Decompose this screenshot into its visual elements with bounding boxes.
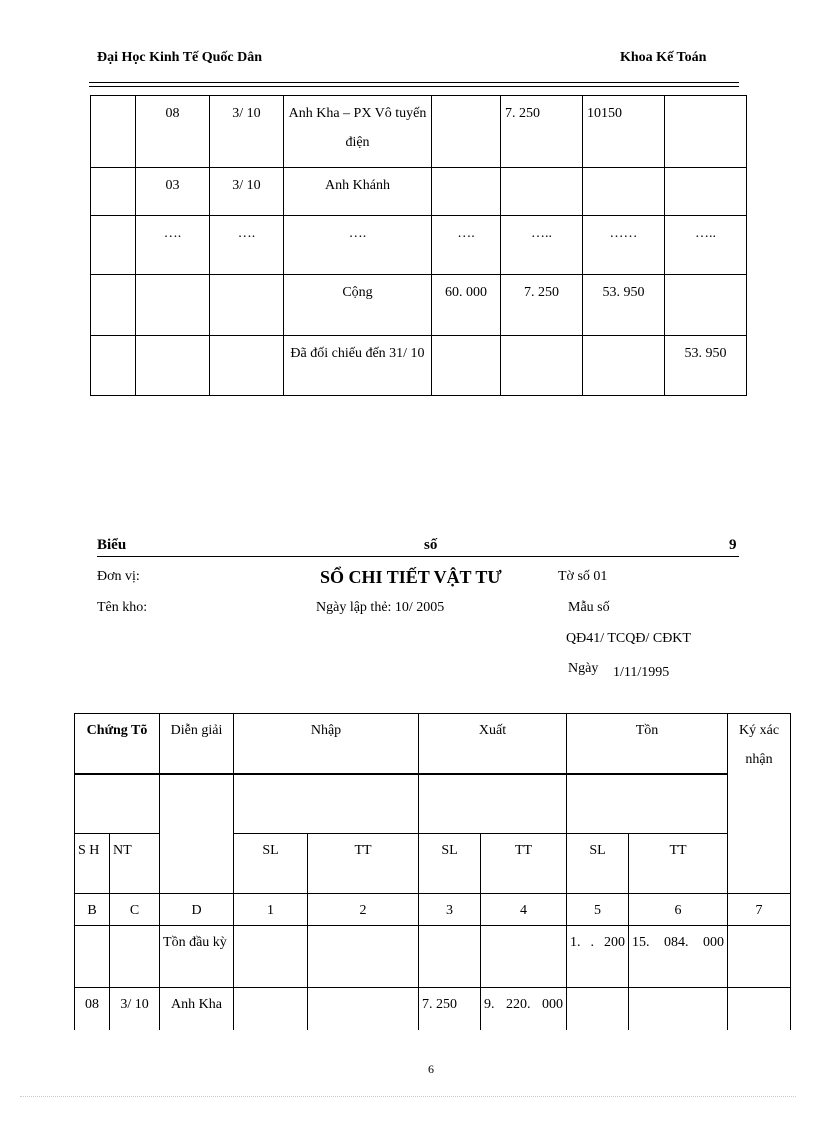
cell: …..	[501, 216, 583, 275]
cell	[728, 926, 791, 988]
table-row	[91, 275, 747, 336]
cell	[91, 275, 136, 336]
header-rule	[89, 82, 739, 83]
cell	[75, 774, 160, 834]
ton-dau-ky-label: Tồn đầu kỳ	[160, 926, 234, 988]
cell: ……	[583, 216, 665, 275]
header-chung-tu: Chứng Tõ	[75, 714, 160, 774]
bieu-number: 9	[729, 537, 737, 553]
code-cell: 6	[629, 894, 728, 926]
code-cell: 2	[308, 894, 419, 926]
cell	[234, 926, 308, 988]
ton-tt: 15. 084. 000	[629, 926, 728, 988]
material-detail-table	[74, 713, 791, 1050]
cell: 3/ 10	[210, 168, 284, 216]
cell	[91, 96, 136, 168]
ngay-lap-the: Ngày lập thẻ: 10/ 2005	[316, 600, 445, 615]
ten-kho-label: Tên kho:	[97, 600, 148, 615]
code-cell: D	[160, 894, 234, 926]
code-cell: 3	[419, 894, 481, 926]
cell	[583, 336, 665, 396]
don-vi-label: Đơn vị:	[97, 569, 140, 584]
ton-sl: 1. . 200	[567, 926, 629, 988]
cell	[110, 926, 160, 988]
cell: 60. 000	[432, 275, 501, 336]
cell	[481, 926, 567, 988]
cell	[432, 168, 501, 216]
table-row	[91, 168, 747, 216]
cell	[665, 96, 747, 168]
cell: 7. 250	[501, 275, 583, 336]
code-cell: 5	[567, 894, 629, 926]
cell	[432, 336, 501, 396]
header-xuat: Xuất	[419, 714, 567, 774]
table-header-row	[75, 774, 791, 834]
code-cell: 4	[481, 894, 567, 926]
total-label: Cộng	[284, 275, 432, 336]
cell: 53. 950	[665, 336, 747, 396]
cell	[432, 96, 501, 168]
cell	[665, 275, 747, 336]
cell	[308, 926, 419, 988]
sh-cell: 08	[75, 988, 110, 1050]
code-cell: B	[75, 894, 110, 926]
cell	[136, 275, 210, 336]
header-dien-giai: Diễn giải	[160, 714, 234, 774]
bieu-label: Biểu	[97, 537, 127, 553]
page-cut	[0, 1030, 816, 1060]
header-right: Khoa Kế Toán	[620, 50, 707, 65]
cell	[567, 774, 728, 834]
cell: Anh Kha – PX Vô tuyến điện	[284, 96, 432, 168]
cell: 7. 250	[501, 96, 583, 168]
cell	[210, 275, 284, 336]
cell: 08	[136, 96, 210, 168]
cell: 10150	[583, 96, 665, 168]
code-cell: 1	[234, 894, 308, 926]
cell	[91, 168, 136, 216]
table-row	[75, 926, 791, 988]
page-title: SỔ CHI TIẾT VẬT TƯ	[320, 567, 502, 587]
cell	[210, 336, 284, 396]
header-ton: Tồn	[567, 714, 728, 774]
header-nt: NT	[110, 834, 160, 894]
ngay-value: 1/11/1995	[613, 665, 670, 680]
header-nhap-sl: SL	[234, 834, 308, 894]
cell	[501, 168, 583, 216]
cell	[501, 336, 583, 396]
cell	[91, 216, 136, 275]
ledger-table-continued	[90, 95, 747, 396]
mau-so: Mẫu số	[568, 600, 610, 615]
header-ky-label: Ký xác nhận	[739, 723, 780, 767]
to-so: Tờ số 01	[558, 569, 608, 584]
page-bottom-line	[20, 1096, 796, 1097]
table-header-row	[75, 714, 791, 774]
cell	[75, 926, 110, 988]
bieu-line	[97, 537, 739, 557]
table-row	[91, 96, 747, 168]
cell: ….	[284, 216, 432, 275]
nt-cell: 3/ 10	[110, 988, 160, 1050]
header-left: Đại Học Kinh Tế Quốc Dân	[97, 50, 263, 65]
header-nhap-tt: TT	[308, 834, 419, 894]
header-ky-xac-nhan	[728, 714, 791, 894]
cell	[583, 168, 665, 216]
cell	[665, 168, 747, 216]
dien-giai-cell: Anh Kha	[160, 988, 234, 1050]
code-cell: 7	[728, 894, 791, 926]
header-rule-thick	[89, 86, 739, 87]
header-nhap: Nhập	[234, 714, 419, 774]
bieu-so: số	[424, 537, 438, 553]
cell: 03	[136, 168, 210, 216]
cell	[160, 774, 234, 894]
code-cell: C	[110, 894, 160, 926]
cell: ….	[136, 216, 210, 275]
header-xuat-tt: TT	[481, 834, 567, 894]
qd-number: QĐ41/ TCQĐ/ CĐKT	[566, 631, 691, 646]
cell	[419, 774, 567, 834]
table-row	[91, 216, 747, 275]
cell	[136, 336, 210, 396]
cell	[419, 926, 481, 988]
cell: 3/ 10	[210, 96, 284, 168]
header-sh: S H	[75, 834, 110, 894]
cell	[91, 336, 136, 396]
cell: ….	[432, 216, 501, 275]
cell: ….	[210, 216, 284, 275]
ngay-label: Ngày	[568, 661, 599, 676]
cell	[234, 774, 419, 834]
header-xuat-sl: SL	[419, 834, 481, 894]
header-ton-sl: SL	[567, 834, 629, 894]
cell: …..	[665, 216, 747, 275]
page-number: 6	[428, 1062, 434, 1076]
xuat-sl-cell: 7. 250	[419, 988, 481, 1050]
xuat-tt-cell: 9. 220. 000	[481, 988, 567, 1050]
cell: Anh Khánh	[284, 168, 432, 216]
table-code-row	[75, 894, 791, 926]
table-row	[91, 336, 747, 396]
header-ton-tt: TT	[629, 834, 728, 894]
reconciled-label: Đã đối chiếu đến 31/ 10	[284, 336, 432, 396]
cell: 53. 950	[583, 275, 665, 336]
